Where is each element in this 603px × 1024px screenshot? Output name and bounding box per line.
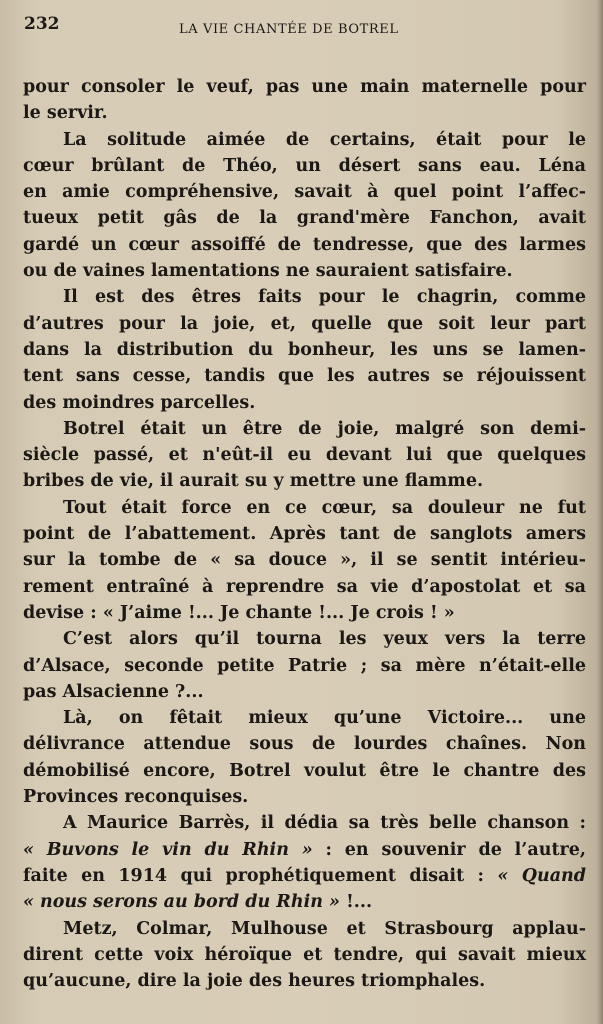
page-number: 232 [24,14,60,34]
text-line: bribes de vie, il aurait su y mettre une flamme. [23,471,484,492]
text-line: pour consoler le veuf, pas une main maternelle pour [23,77,586,97]
text-line: Tout était force en ce cœur, sa douleur ne fut [63,497,586,518]
running-head: LA VIE CHANTÉE DE BOTREL [179,22,399,37]
text-line: siècle passé, et n'eût-il eu devant lui que quelques [23,445,586,466]
text-line [23,837,586,863]
text-line: Il est des êtres faits pour le chagrin, comme [63,287,586,308]
text-line: sur la tombe de « sa douce », il se sentit intérieu- [23,550,586,571]
text-line [23,889,586,915]
text-line: cœur brûlant de Théo, un désert sans eau. Léna [23,155,586,176]
text-line: délivrance attendue sous de lourdes chaînes. Non [23,734,586,755]
text-line: rement entraîné à reprendre sa vie d’apostolat et sa [23,576,586,597]
text-line: Botrel était un être de joie, malgré son demi- [63,418,586,439]
text-line: tent sans cesse, tandis que les autres se réjouissent [23,366,586,387]
text-line: A Maurice Barrès, il dédia sa très belle chanson : [63,813,586,834]
text-line: des moindres parcelles. [23,392,256,413]
text-line: point de l’abattement. Après tant de sanglots amers [23,524,586,545]
text-line: Metz, Colmar, Mulhouse et Strasbourg applau- [63,918,586,939]
text-line: La solitude aimée de certains, était pour le [63,129,586,150]
text-line: le servir. [23,103,108,124]
body-text [23,74,586,994]
text-line: dirent cette voix héroïque et tendre, qui savait mieux [23,944,586,965]
text-line: Là, on fêtait mieux qu’une Victoire... une [63,708,586,729]
page-edge-shadow [597,0,603,1024]
text-line: pas Alsacienne ?... [23,681,204,702]
text-line: d’autres pour la joie, et, quelle que soit leur part [23,313,586,334]
text-line: en amie compréhensive, savait à quel point l’affec- [23,182,586,203]
page-header [24,14,583,40]
text-line: démobilisé encore, Botrel voulut être le chantre des [23,760,586,781]
text-line: gardé un cœur assoiffé de tendresse, que des larmes [23,234,586,255]
text-segment: !... [339,892,373,913]
text-segment: faite en 1914 qui prophétiquement disait : [23,865,498,886]
text-line: tueux petit gâs de la grand'mère Fanchon, avait [23,208,586,229]
text-line: ou de vaines lamentations ne sauraient satisfaire. [23,261,513,282]
text-line [23,863,586,889]
text-segment: : en souvenir de l’autre, [312,839,586,860]
text-line: devise : « J’aime !... Je chante !... Je crois ! » [23,602,455,623]
text-line: qu’aucune, dire la joie des heures triomphales. [23,971,486,992]
text-line: d’Alsace, seconde petite Patrie ; sa mère n’était-elle [23,655,586,676]
text-line: dans la distribution du bonheur, les uns se lamen- [23,339,586,360]
text-line: C’est alors qu’il tourna les yeux vers la terre [63,629,586,650]
italic-segment: « Quand [497,865,586,886]
italic-segment: « nous serons au bord du Rhin » [23,892,340,913]
text-line: Provinces reconquises. [23,787,249,808]
italic-segment: « Buvons le vin du Rhin » [23,839,313,860]
